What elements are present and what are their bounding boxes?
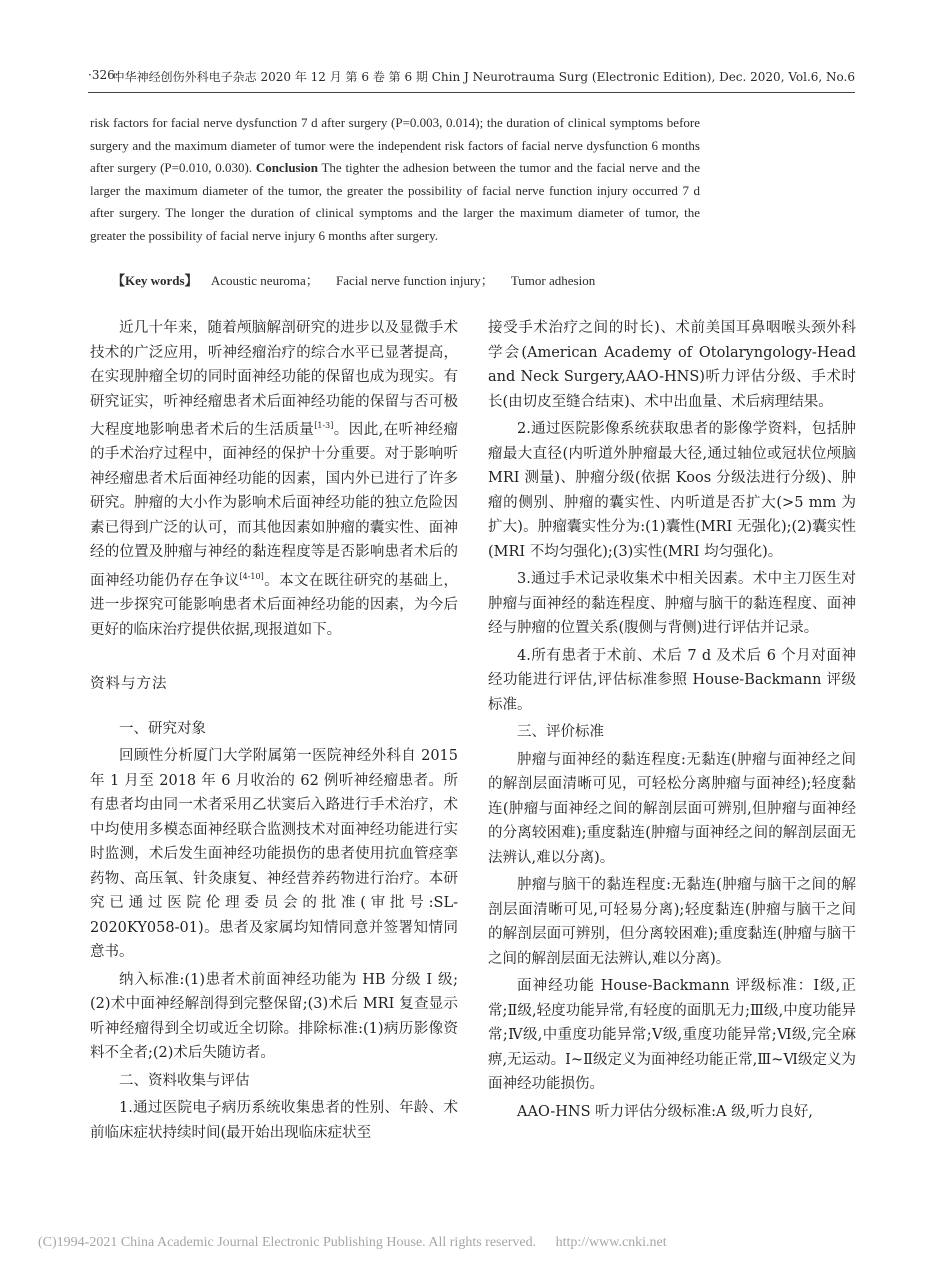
subsection-heading: 二、资料收集与评估 <box>119 1072 250 1089</box>
brainstem-adhesion-paragraph: 肿瘤与脑干的黏连程度:无黏连(肿瘤与脑干之间的解剖层面清晰可见,可轻易分离);轻度黏连(肿瘤与脑干之间的解剖层面可辨别，但分离较困难);重度黏连(肿瘤与脑干之间的解剖层面无法辨认,难以分离)。 <box>488 877 856 967</box>
keywords-line <box>112 270 609 289</box>
intro-paragraph <box>90 316 458 642</box>
keyword-item: Acoustic neuroma； <box>210 273 319 288</box>
abstract-continuation <box>90 112 700 247</box>
citation-ref: [1-3] <box>314 421 334 430</box>
intro-text: 近几十年来，随着颅脑解剖研究的进步以及显微手术技术的广泛应用，听神经瘤治疗的综合水平已显著提高，在实现肿瘤全切的同时面神经功能的保留也成为现实。有研究证实，听神经瘤患者术后面神经功能的保留与否可极大程度地影响患者术后的生活质量 <box>90 320 458 438</box>
header-divider <box>88 92 855 93</box>
subjects-paragraph: 回顾性分析厦门大学附属第一医院神经外科自 2015 年 1 月至 2018 年 6 月收治的 62 例听神经瘤患者。所有患者均由同一术者采用乙状窦后入路进行手术治疗，术中均使用多模态面神经联合监测技术对面神经功能进行实时监测，术后发生面神经功能损伤的患者使用抗血管痉挛药物、高压氧、针灸康复、神经营养药物进行治疗。本研究已通过医院伦理委员会的批准(审批号:SL-2020KY058-01)。患者及家属均知情同意并签署知情同意书。 <box>90 748 458 961</box>
keywords-label: 【Key words】 <box>112 273 198 288</box>
section-title: 资料与方法 <box>90 676 168 693</box>
page-number: ·326· <box>88 68 119 82</box>
surgery-record-paragraph: 3.通过手术记录收集术中相关因素。术中主刀医生对肿瘤与面神经的黏连程度、肿瘤与脑干的黏连程度、面神经与肿瘤的位置关系(腹侧与背侧)进行评估并记录。 <box>488 571 856 636</box>
criteria-paragraph: 纳入标准:(1)患者术前面神经功能为 HB 分级 Ⅰ 级;(2)术中面神经解剖得到完整保留;(3)术后 MRI 复查显示听神经瘤得到全切或近全切除。排除标准:(1)病历影像资料不全者;(2)术后失随访者。 <box>90 971 458 1062</box>
conclusion-text: The tighter the adhesion between the tumor and the facial nerve and the larger the maximum diameter of the tumor, the greater the possibility of facial nerve function injury occurred 7 d after surgery. The longer the duration of clinical symptoms and the larger the maximum diameter of tumor, the greater the possibility of facial nerve injury 6 months after surgery. <box>90 160 701 243</box>
hb-grading-paragraph: 面神经功能 House-Backmann 评级标准：Ⅰ级,正常;Ⅱ级,轻度功能异常,有轻度的面肌无力;Ⅲ级,中度功能异常;Ⅳ级,中重度功能异常;Ⅴ级,重度功能异常;Ⅵ级,完全麻痹,无运动。Ⅰ~Ⅱ级定义为面神经功能正常,Ⅲ~Ⅵ级定义为面神经功能损伤。 <box>488 978 856 1092</box>
right-column <box>488 316 856 1127</box>
evaluation-paragraph: 4.所有患者于术前、术后 7 d 及术后 6 个月对面神经功能进行评估,评估标准参照 House-Backmann 评级标准。 <box>488 647 856 713</box>
subsection-heading: 一、研究对象 <box>119 720 206 737</box>
abstract-results-text: risk factors for facial nerve dysfunction 7 d after surgery (P=0.003, 0.014); the duration of clinical symptoms before surgery and the maximum diameter of tumor were the independent risk factors of facial nerve dysfunction 6 months after surgery (P=0.010, 0.030). <box>90 115 700 175</box>
keyword-item: Tumor adhesion <box>510 273 596 288</box>
copyright-text: (C)1994-2021 China Academic Journal Electronic Publishing House. All rights reserved. <box>38 1235 537 1250</box>
citation-ref: [4-10] <box>239 571 264 581</box>
imaging-paragraph: 2.通过医院影像系统获取患者的影像学资料，包括肿瘤最大直径(内听道外肿瘤最大径,通过轴位或冠状位颅脑 MRI 测量)、肿瘤分级(依据 Koos 分级法进行分级)、肿瘤的侧别、肿瘤的囊实性、内听道是否扩大(>5 mm 为扩大)。肿瘤囊实性分为:(1)囊性(MRI 无强化);(2)囊实性(MRI 不均匀强化);(3)实性(MRI 均匀强化)。 <box>488 421 856 560</box>
conclusion-label: Conclusion <box>255 160 318 175</box>
cnki-url: http://www.cnki.net <box>555 1235 667 1250</box>
journal-citation: 中华神经创伤外科电子杂志 2020 年 12 月 第 6 卷 第 6 期 Chin J Neurotrauma Surg (Electronic Edition), Dec. 2020, Vol.6, No.6 <box>112 70 855 84</box>
subsection-heading: 三、评价标准 <box>517 724 604 740</box>
left-column <box>90 316 458 1148</box>
nerve-adhesion-paragraph: 肿瘤与面神经的黏连程度:无黏连(肿瘤与面神经之间的解剖层面清晰可见，可轻松分离肿瘤与面神经);轻度黏连(肿瘤与面神经之间的解剖层面可辨别,但肿瘤与面神经的分离较困难);重度黏连(肿瘤与面神经之间的解剖层面无法辨认,难以分离)。 <box>488 751 856 866</box>
intro-text: 。因此,在听神经瘤的手术治疗过程中，面神经的保护十分重要。对于影响听神经瘤患者术后面神经功能的因素，国内外已进行了许多研究。肿瘤的大小作为影响术后面神经功能的独立危险因素已得到广泛的认可，而其他因素如肿瘤的囊实性、面神经的位置及肿瘤与神经的黏连程度等是否影响患者术后的面神经功能仍存在争议 <box>90 421 459 589</box>
collection-continued-paragraph: 接受手术治疗之间的时长)、术前美国耳鼻咽喉头颈外科学会(American Academy of Otolaryngology-Head and Neck Surgery,AAO-HNS)听力评估分级、手术时长(由切皮至缝合结束)、术中出血量、术后病理结果。 <box>488 320 856 410</box>
collection-paragraph: 1.通过医院电子病历系统收集患者的性别、年龄、术前临床症状持续时间(最开始出现临床症状至 <box>90 1100 458 1141</box>
keyword-item: Facial nerve function injury； <box>336 273 494 288</box>
abstract-paragraph <box>90 112 700 247</box>
copyright-watermark <box>38 1235 667 1251</box>
intro-text: 。本文在既往研究的基础上，进一步探究可能影响患者术后面神经功能的因素，为今后更好的临床治疗提供依据,现报道如下。 <box>90 572 459 638</box>
aao-hns-paragraph: AAO-HNS 听力评估分级标准:A 级,听力良好, <box>517 1103 813 1120</box>
